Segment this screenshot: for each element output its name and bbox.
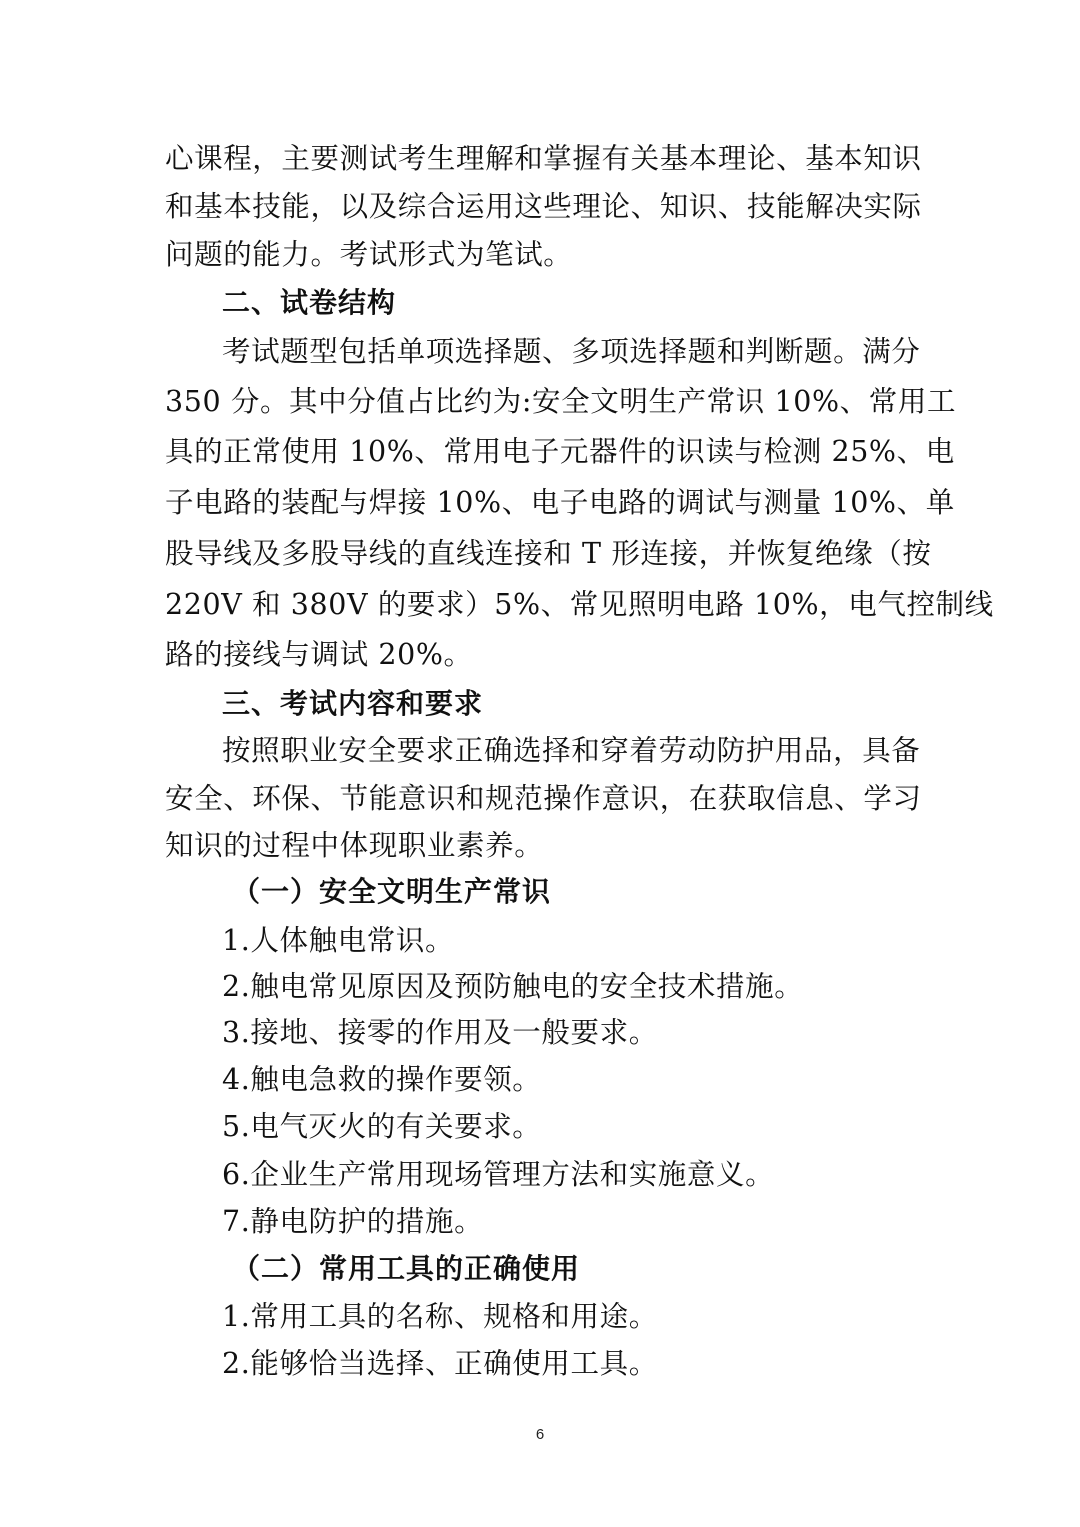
- paragraph-line: 安全、环保、节能意识和规范操作意识，在获取信息、学习: [165, 782, 922, 815]
- paragraph-line: 知识的过程中体现职业素养。: [165, 829, 544, 862]
- list-item: 1.人体触电常识。: [222, 924, 455, 957]
- list-item: 5.电气灭火的有关要求。: [222, 1110, 542, 1143]
- list-item: 4.触电急救的操作要领。: [222, 1063, 542, 1096]
- paragraph-line: 考试题型包括单项选择题、多项选择题和判断题。满分: [222, 335, 921, 368]
- list-item: 7.静电防护的措施。: [222, 1205, 484, 1238]
- paragraph-line: 220V 和 380V 的要求）5%、常见照明电路 10%，电气控制线: [165, 588, 994, 621]
- list-item: 6.企业生产常用现场管理方法和实施意义。: [222, 1158, 775, 1191]
- paragraph-line: 具的正常使用 10%、常用电子元器件的识读与检测 25%、电: [165, 435, 955, 468]
- list-item: 2.能够恰当选择、正确使用工具。: [222, 1347, 658, 1380]
- paragraph-line: 和基本技能，以及综合运用这些理论、知识、技能解决实际: [165, 190, 922, 223]
- subsection-heading: （二）常用工具的正确使用: [232, 1252, 581, 1285]
- paragraph-line: 股导线及多股导线的直线连接和 T 形连接，并恢复绝缘（按: [165, 537, 932, 570]
- paragraph-line: 路的接线与调试 20%。: [165, 638, 473, 671]
- page-number: 6: [535, 1426, 545, 1443]
- list-item: 2.触电常见原因及预防触电的安全技术措施。: [222, 970, 804, 1003]
- paragraph-line: 问题的能力。考试形式为笔试。: [165, 238, 573, 271]
- paragraph-line: 按照职业安全要求正确选择和穿着劳动防护用品，具备: [222, 734, 921, 767]
- paragraph-line: 子电路的装配与焊接 10%、电子电路的调试与测量 10%、单: [165, 486, 955, 519]
- paragraph-line: 心课程，主要测试考生理解和掌握有关基本理论、基本知识: [165, 142, 922, 175]
- list-item: 1.常用工具的名称、规格和用途。: [222, 1300, 658, 1333]
- paragraph-line: 350 分。其中分值占比约为:安全文明生产常识 10%、常用工: [165, 385, 957, 418]
- section-heading: 三、考试内容和要求: [222, 687, 484, 720]
- section-heading: 二、试卷结构: [222, 286, 397, 319]
- list-item: 3.接地、接零的作用及一般要求。: [222, 1016, 658, 1049]
- subsection-heading: （一）安全文明生产常识: [232, 875, 552, 908]
